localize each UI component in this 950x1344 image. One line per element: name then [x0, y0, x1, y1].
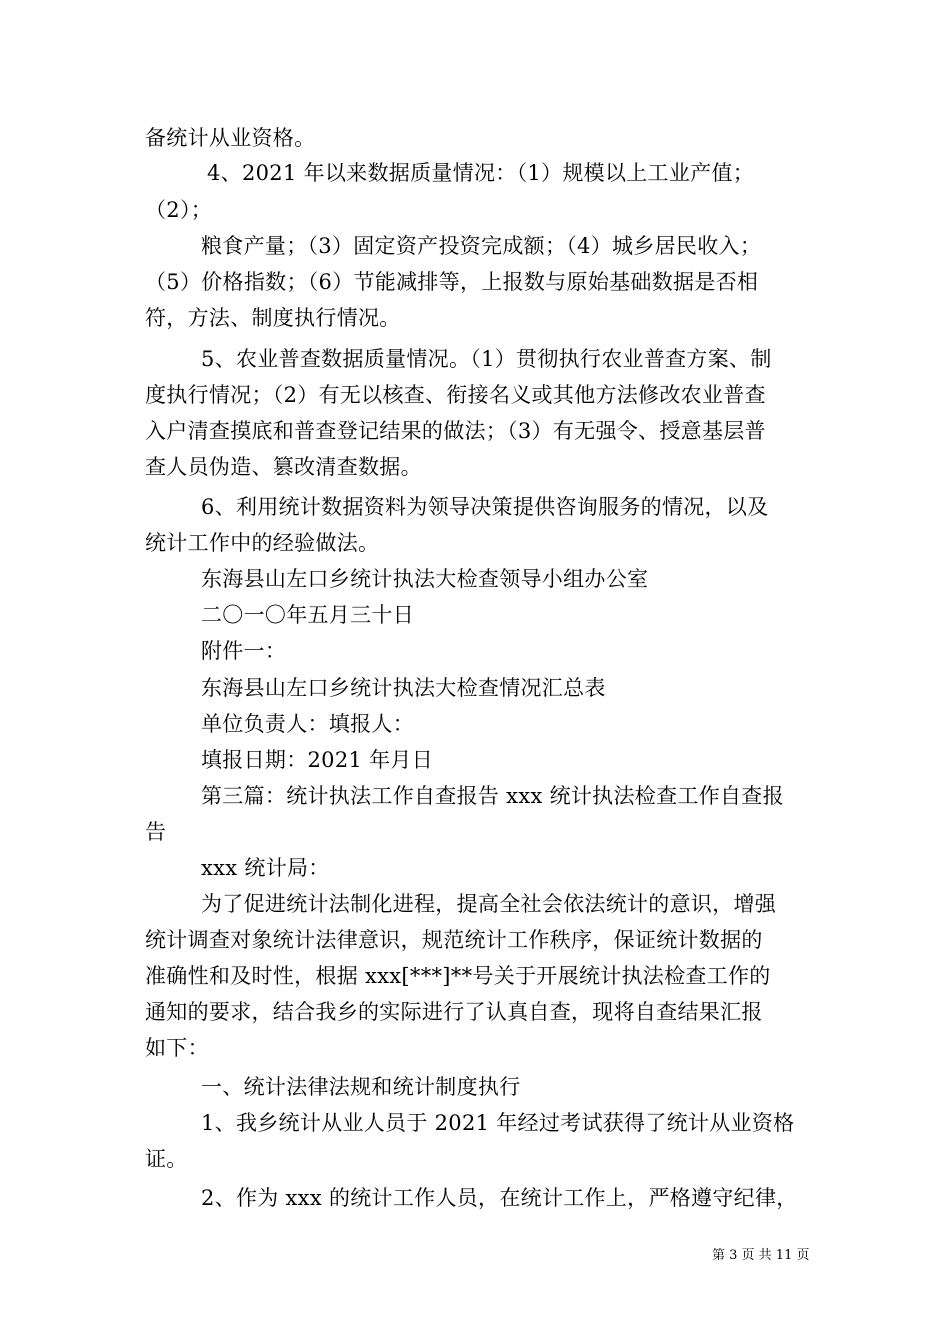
text-line: 东海县山左口乡统计执法大检查情况汇总表 — [201, 676, 606, 700]
page-number-footer: 第 3 页 共 11 页 — [712, 1248, 810, 1263]
text-line: 粮食产量；（3）固定资产投资完成额；（4）城乡居民收入； — [201, 234, 762, 258]
text-line: 1、我乡统计从业人员于 2021 年经过考试获得了统计从业资格 — [201, 1111, 795, 1135]
text-line: 6、利用统计数据资料为领导决策提供咨询服务的情况，以及 — [201, 495, 769, 519]
text-line: 查人员伪造、篡改清查数据。 — [145, 455, 422, 479]
text-line: 证。 — [145, 1147, 188, 1171]
text-line: （2）； — [145, 198, 213, 222]
text-line: 5、农业普查数据质量情况。（1）贯彻执行农业普查方案、制 — [201, 347, 772, 371]
text-line: 准确性和及时性，根据 xxx[***]**号关于开展统计执法检查工作的 — [145, 964, 771, 988]
text-line: 统计调查对象统计法律意识，规范统计工作秩序，保证统计数据的 — [145, 928, 763, 952]
text-line: 填报日期：2021 年月日 — [201, 748, 434, 772]
text-line: 东海县山左口乡统计执法大检查领导小组办公室 — [201, 567, 649, 591]
text-line: 4、2021 年以来数据质量情况：（1）规模以上工业产值； — [207, 161, 755, 185]
text-line: 入户清查摸底和普查登记结果的做法；（3）有无强令、授意基层普 — [145, 419, 766, 443]
text-line: 通知的要求，结合我乡的实际进行了认真自查，现将自查结果汇报 — [145, 1000, 763, 1024]
text-line: 为了促进统计法制化进程，提高全社会依法统计的意识，增强 — [201, 892, 777, 916]
text-line: 附件一： — [201, 639, 287, 663]
text-line: 统计工作中的经验做法。 — [145, 531, 380, 555]
text-line: 二〇一〇年五月三十日 — [201, 603, 414, 627]
text-line: 2、作为 xxx 的统计工作人员，在统计工作上，严格遵守纪律， — [201, 1186, 798, 1210]
text-line: 一、统计法律法规和统计制度执行 — [201, 1075, 521, 1099]
text-line: 告 — [145, 820, 167, 844]
text-line: 度执行情况；（2）有无以核查、衔接名义或其他方法修改农业普查 — [145, 383, 766, 407]
text-line: 第三篇：统计执法工作自查报告 xxx 统计执法检查工作自查报 — [201, 784, 784, 808]
text-line: 如下： — [145, 1036, 209, 1060]
text-line: 备统计从业资格。 — [145, 126, 316, 150]
text-line: 单位负责人：填报人： — [201, 712, 414, 736]
text-line: xxx 统计局： — [201, 856, 330, 880]
text-line: 符，方法、制度执行情况。 — [145, 306, 401, 330]
text-line: （5）价格指数；（6）节能减排等，上报数与原始基础数据是否相 — [145, 270, 759, 294]
